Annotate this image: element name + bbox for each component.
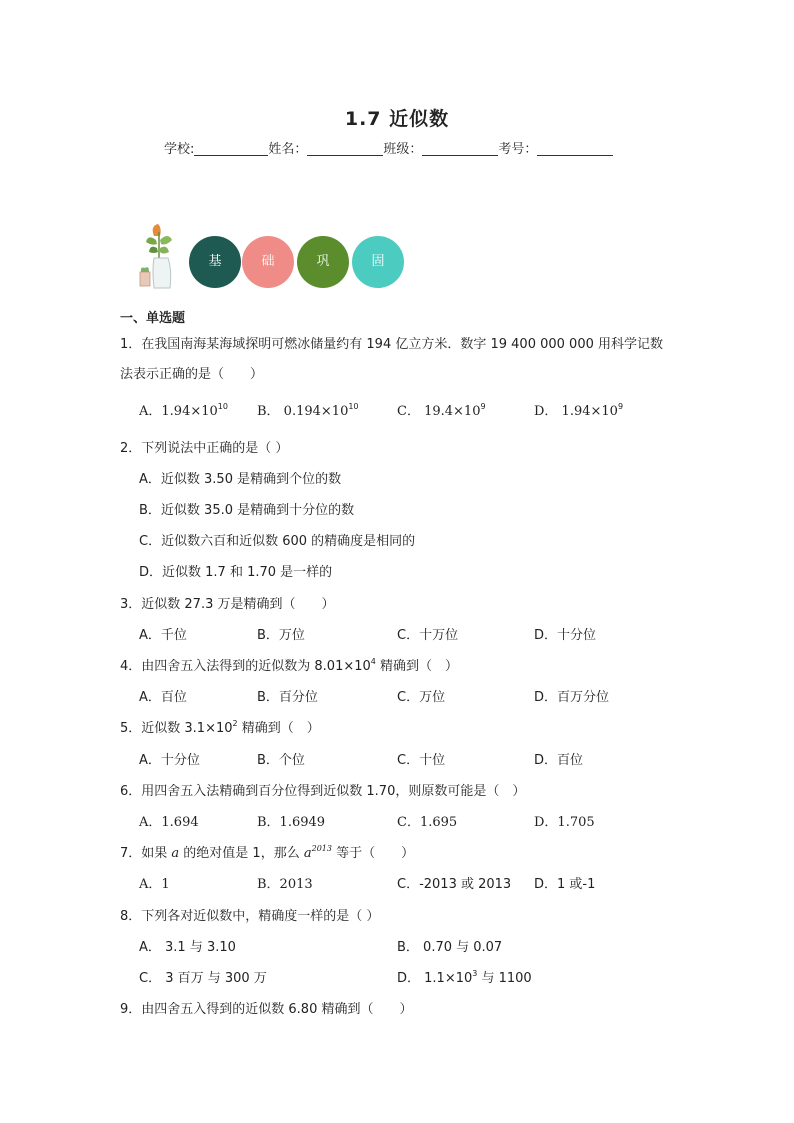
banner-circle-chu bbox=[242, 236, 294, 288]
question-9-stem: 9．由四舍五入得到的近似数 6.80 精确到（ ） bbox=[120, 1002, 413, 1017]
q4-stem-post: 精确到（ ） bbox=[375, 659, 459, 674]
q8-d-exp: 3 bbox=[472, 969, 478, 978]
q4-stem-exp: 4 bbox=[370, 657, 376, 666]
question-2-option-a[interactable]: A．近似数 3.50 是精确到个位的数 bbox=[139, 472, 342, 487]
q1-c-text: C． 19.4×10 bbox=[397, 404, 481, 419]
q1-b-exp: 10 bbox=[348, 402, 359, 411]
q8-d-post: 与 1100 bbox=[477, 971, 532, 986]
exam-no-field[interactable] bbox=[537, 141, 613, 156]
question-7-stem bbox=[120, 842, 414, 861]
class-label: 班级： bbox=[383, 142, 423, 157]
q7-variable-a-power: a bbox=[303, 846, 312, 861]
banner-char-gu: 固 bbox=[371, 254, 385, 269]
q8-d-pre: D． 1.1×10 bbox=[397, 971, 473, 986]
name-field[interactable] bbox=[307, 141, 383, 156]
question-4-stem bbox=[120, 655, 458, 674]
name-label: 姓名： bbox=[268, 142, 308, 157]
question-5-option-b[interactable]: B．个位 bbox=[257, 753, 305, 768]
question-5-option-a[interactable]: A．十分位 bbox=[139, 753, 200, 768]
q5-stem-exp: 2 bbox=[232, 719, 238, 728]
banner-circle-gong bbox=[297, 236, 349, 288]
q1-d-exp: 9 bbox=[617, 402, 624, 411]
question-2-option-d[interactable]: D．近似数 1.7 和 1.70 是一样的 bbox=[139, 565, 333, 580]
school-label: 学校: bbox=[164, 142, 195, 157]
question-4-option-d[interactable]: D．百万分位 bbox=[534, 690, 610, 705]
question-6-option-d[interactable]: D．1.705 bbox=[534, 815, 595, 830]
question-3-option-c[interactable]: C．十万位 bbox=[397, 628, 459, 643]
q1-d-text: D． 1.94×10 bbox=[534, 404, 618, 419]
question-5-option-c[interactable]: C．十位 bbox=[397, 753, 446, 768]
question-1-option-a[interactable] bbox=[139, 400, 228, 419]
q5-stem-pre: 5．近似数 3.1×10 bbox=[120, 721, 233, 736]
student-info-line bbox=[164, 138, 613, 157]
question-5-option-d[interactable]: D．百位 bbox=[534, 753, 584, 768]
question-8-option-b[interactable]: B． 0.70 与 0.07 bbox=[397, 940, 503, 955]
banner-circle-ji bbox=[189, 236, 241, 288]
question-3-option-b[interactable]: B．万位 bbox=[257, 628, 305, 643]
question-4-option-b[interactable]: B．百分位 bbox=[257, 690, 318, 705]
banner-char-gong: 巩 bbox=[316, 254, 330, 269]
q1-a-exp: 10 bbox=[217, 402, 228, 411]
school-field[interactable] bbox=[194, 141, 268, 156]
banner-char-ji: 基 bbox=[208, 254, 222, 269]
question-5-stem bbox=[120, 717, 320, 736]
question-1-option-c[interactable] bbox=[397, 400, 486, 419]
question-7-option-b[interactable]: B．2013 bbox=[257, 877, 313, 892]
question-8-stem: 8．下列各对近似数中，精确度一样的是（ ） bbox=[120, 909, 380, 924]
q1-c-exp: 9 bbox=[480, 402, 486, 411]
question-6-option-a[interactable]: A．1.694 bbox=[139, 815, 199, 830]
question-7-option-c[interactable]: C．-2013 或 2013 bbox=[397, 877, 512, 892]
q1-a-text: A．1.94×10 bbox=[139, 404, 218, 419]
q7-stem-mid: 的绝对值是 1，那么 bbox=[179, 846, 304, 861]
page-title: 1.7 近似数 bbox=[344, 108, 450, 130]
question-6-option-b[interactable]: B．1.6949 bbox=[257, 815, 326, 830]
q4-stem-pre: 4．由四舍五入法得到的近似数为 8.01×10 bbox=[120, 659, 371, 674]
question-2-option-c[interactable]: C．近似数六百和近似数 600 的精确度是相同的 bbox=[139, 534, 416, 549]
question-7-option-d[interactable]: D．1 或-1 bbox=[534, 877, 596, 892]
question-1-option-b[interactable] bbox=[257, 400, 359, 419]
question-6-option-c[interactable]: C．1.695 bbox=[397, 815, 458, 830]
class-field[interactable] bbox=[422, 141, 498, 156]
question-2-option-b[interactable]: B．近似数 35.0 是精确到十分位的数 bbox=[139, 503, 355, 518]
section-heading: 一、单选题 bbox=[120, 311, 186, 326]
q1-b-text: B． 0.194×10 bbox=[257, 404, 349, 419]
question-2-stem: 2．下列说法中正确的是（ ） bbox=[120, 441, 289, 456]
question-1-stem-line2: 法表示正确的是（ ） bbox=[120, 367, 264, 382]
question-1-option-d[interactable] bbox=[534, 400, 623, 419]
plant-vase-icon bbox=[136, 222, 186, 290]
question-7-option-a[interactable]: A．1 bbox=[139, 877, 170, 892]
q5-stem-post: 精确到（ ） bbox=[237, 721, 320, 736]
q7-variable-a: a bbox=[171, 846, 180, 861]
question-3-stem: 3．近似数 27.3 万是精确到（ ） bbox=[120, 597, 335, 612]
exam-no-label: 考号： bbox=[498, 142, 538, 157]
question-6-stem: 6．用四舍五入法精确到百分位得到近似数 1.70，则原数可能是（ ） bbox=[120, 784, 526, 799]
question-3-option-d[interactable]: D．十分位 bbox=[534, 628, 597, 643]
question-1-stem-line1: 1．在我国南海某海域探明可燃冰储量约有 194 亿立方米．数字 19 400 000 000 用科学记数 bbox=[120, 337, 663, 352]
q7-stem-post: 等于（ ） bbox=[331, 846, 415, 861]
banner-circle-gu bbox=[352, 236, 404, 288]
q7-exponent: 2013 bbox=[311, 844, 332, 853]
question-4-option-a[interactable]: A．百位 bbox=[139, 690, 187, 705]
question-8-option-c[interactable]: C． 3 百万 与 300 万 bbox=[139, 971, 267, 986]
question-4-option-c[interactable]: C．万位 bbox=[397, 690, 446, 705]
question-3-option-a[interactable]: A．千位 bbox=[139, 628, 187, 643]
banner-char-chu: 础 bbox=[261, 254, 275, 269]
question-8-option-d[interactable] bbox=[397, 967, 532, 986]
q7-stem-pre: 7．如果 bbox=[120, 846, 172, 861]
question-8-option-a[interactable]: A． 3.1 与 3.10 bbox=[139, 940, 236, 955]
